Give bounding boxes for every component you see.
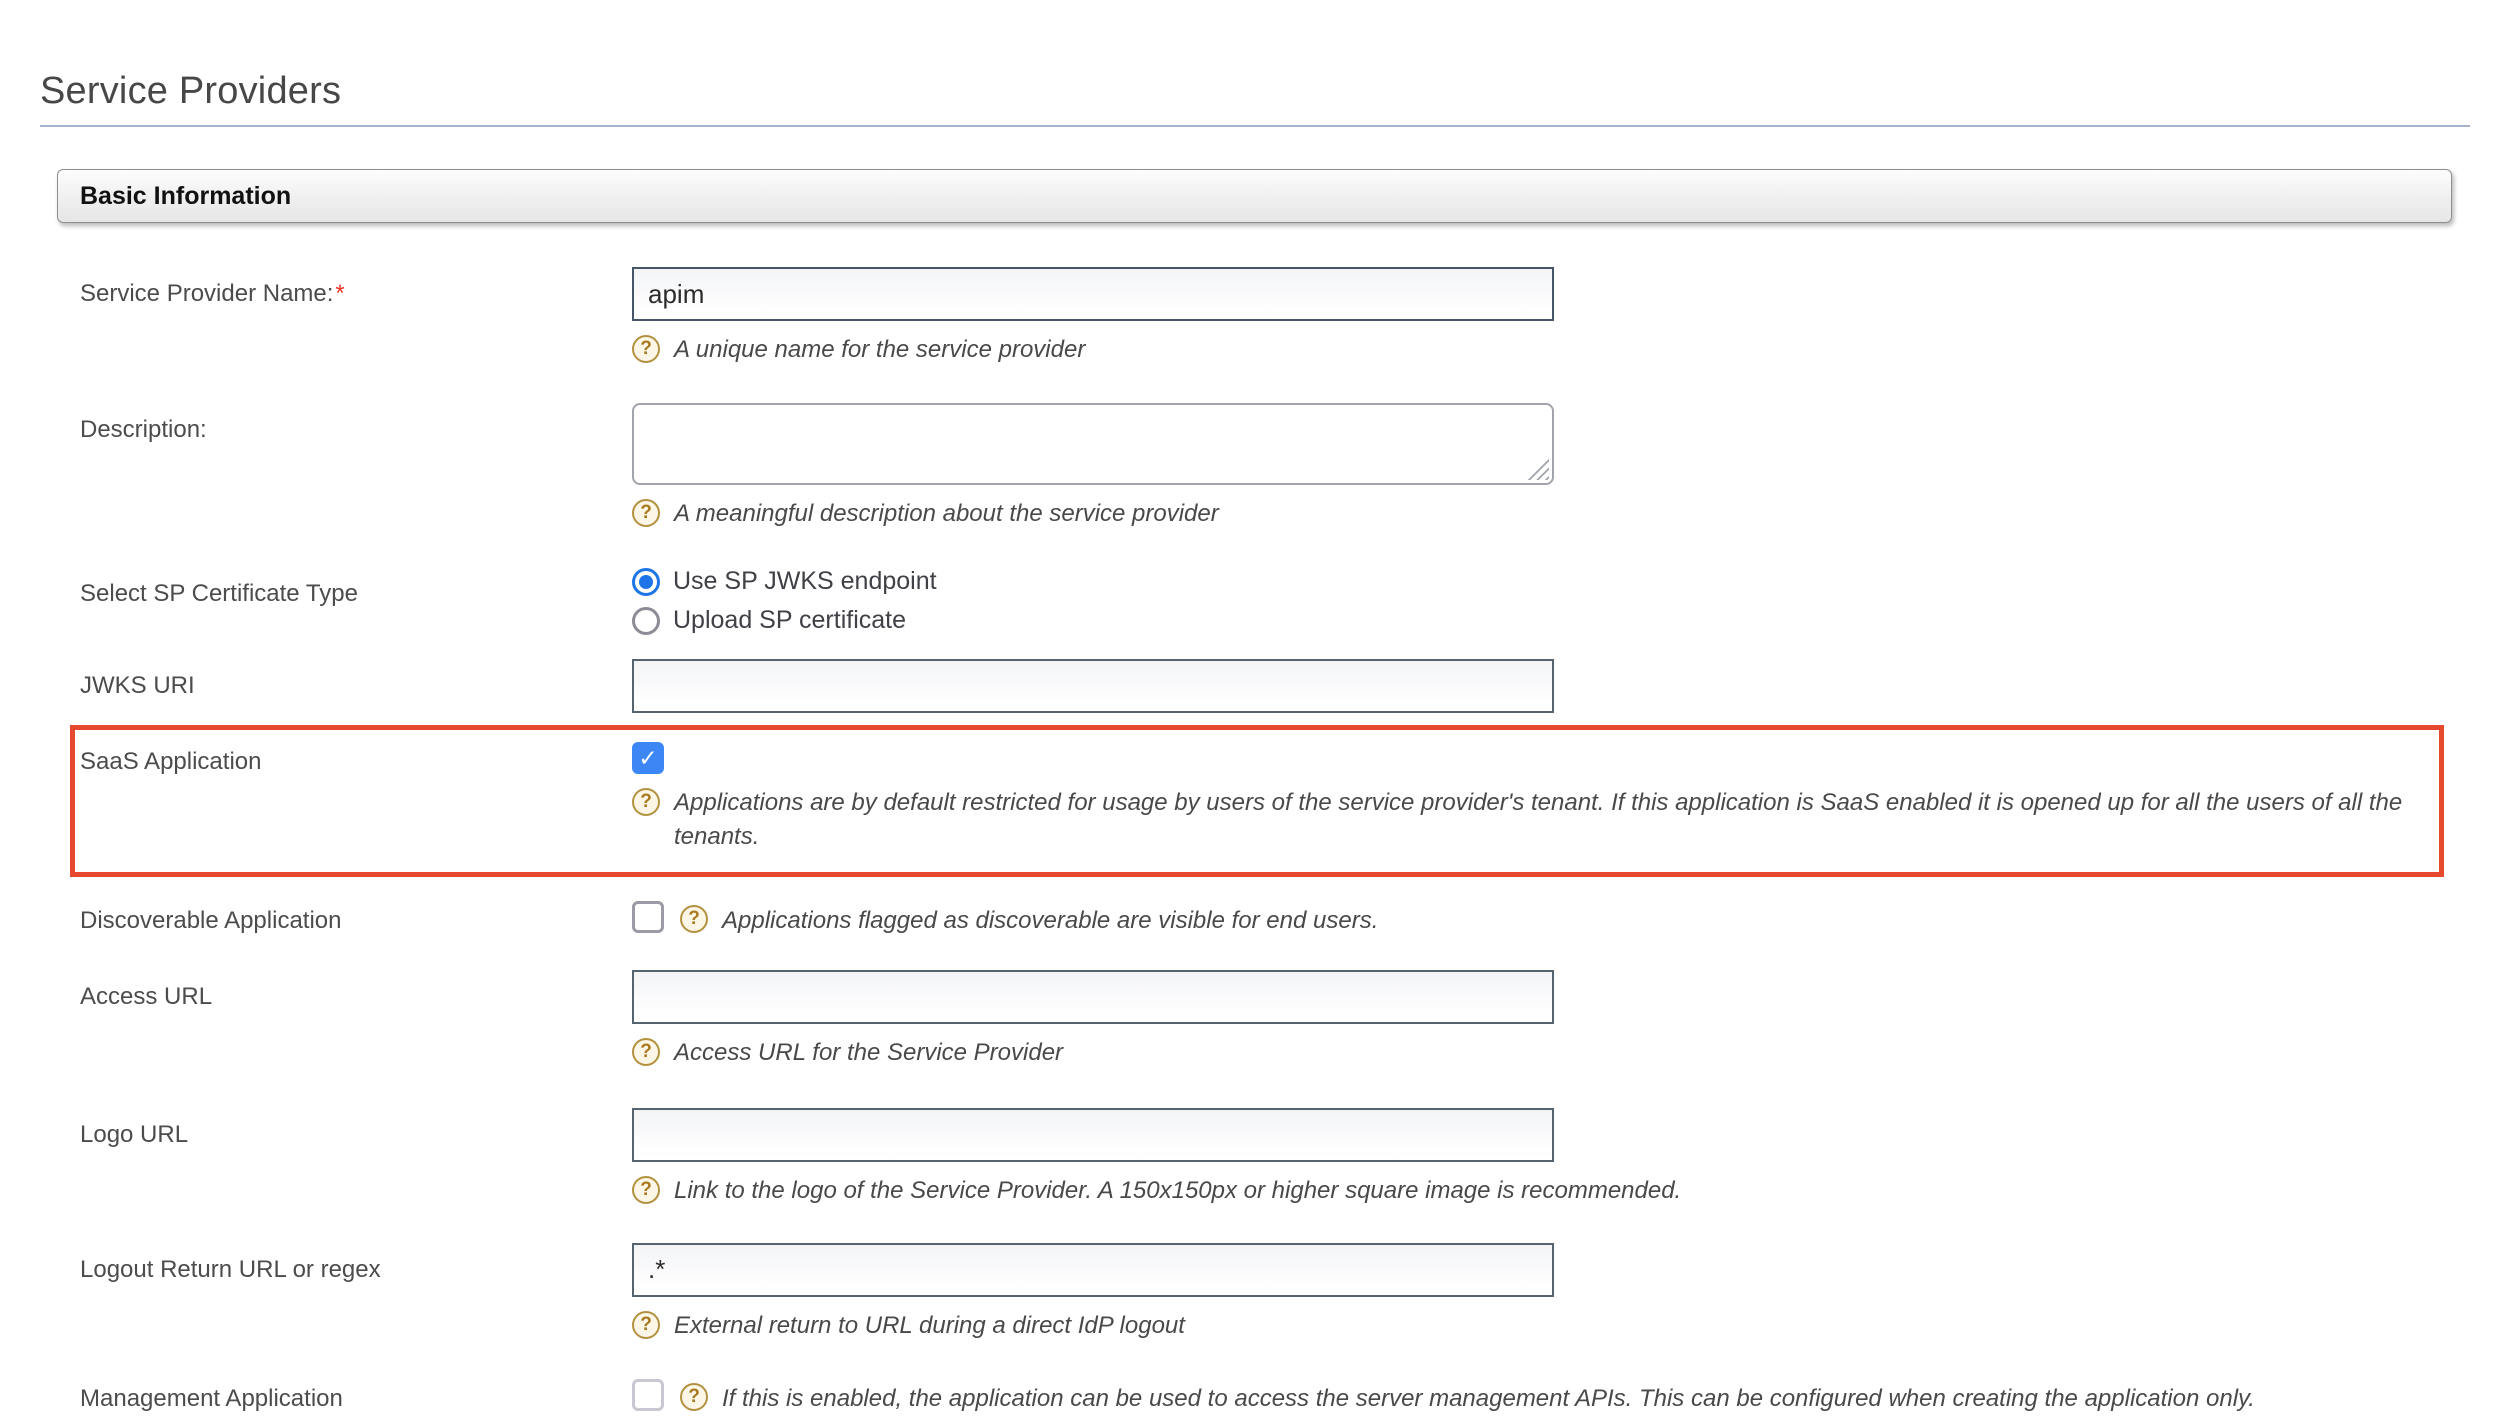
form-row-management-application (80, 1379, 2470, 1416)
form-row-jwks-uri (80, 659, 2470, 713)
help-line (632, 786, 2439, 854)
help-text: A meaningful description about the service provider (674, 500, 1219, 528)
help-question-icon[interactable]: ? (680, 1383, 708, 1411)
page-title: Service Providers (40, 70, 2470, 127)
discoverable-application-label: Discoverable Application (80, 907, 342, 935)
management-application-label: Management Application (80, 1384, 343, 1412)
form-row-saas-application (80, 742, 2439, 854)
saas-application-label: SaaS Application (80, 748, 262, 776)
basic-information-form (80, 267, 2470, 1416)
section-header-basic-information (57, 169, 2452, 223)
help-line (632, 497, 2470, 531)
logo-url-field (632, 1108, 2470, 1208)
saas-application-highlight-box (70, 725, 2444, 877)
checkmark-icon: ✓ (638, 744, 658, 771)
form-row-service-provider-name (80, 267, 2470, 367)
help-question-icon[interactable]: ? (632, 335, 660, 363)
help-question-icon[interactable]: ? (632, 1311, 660, 1339)
help-text: Access URL for the Service Provider (674, 1039, 1064, 1067)
help-text: Link to the logo of the Service Provider. A 150x150px or higher square image is recommended. (674, 1177, 1682, 1205)
radio-option-upload-sp-certificate[interactable] (632, 606, 2470, 635)
jwks-uri-field (632, 659, 2470, 713)
form-row-discoverable-application (80, 901, 2470, 938)
radio-option-label: Use SP JWKS endpoint (673, 567, 937, 596)
logout-return-url-label: Logout Return URL or regex (80, 1255, 381, 1283)
radio-option-use-sp-jwks-endpoint[interactable] (632, 567, 2470, 596)
form-row-access-url (80, 970, 2470, 1070)
help-text: A unique name for the service provider (674, 336, 1086, 363)
discoverable-application-checkbox[interactable] (632, 901, 664, 933)
discoverable-application-field (632, 901, 2470, 938)
section-title: Basic Information (80, 181, 292, 210)
jwks-uri-label: JWKS URI (80, 672, 195, 700)
help-line (632, 1309, 2470, 1343)
access-url-input[interactable] (632, 970, 1554, 1024)
service-providers-page (0, 70, 2506, 1416)
description-field (632, 403, 2470, 531)
help-line (632, 333, 2470, 367)
saas-application-field (632, 742, 2439, 854)
help-text: Applications are by default restricted for usage by users of the service provider's tenant. If this application is SaaS enabled it is opened up for all the users of all the tenants. (674, 789, 2403, 851)
description-label: Description: (80, 416, 207, 444)
radio-unselected-icon[interactable] (632, 607, 660, 635)
certificate-type-field (632, 567, 2470, 645)
help-question-icon[interactable]: ? (632, 1176, 660, 1204)
help-question-icon[interactable]: ? (632, 788, 660, 816)
service-provider-name-field (632, 267, 2470, 367)
help-text: Applications flagged as discoverable are visible for end users. (722, 907, 1379, 935)
logo-url-input[interactable] (632, 1108, 1554, 1162)
form-row-logout-return-url (80, 1243, 2470, 1343)
help-question-icon[interactable]: ? (632, 1038, 660, 1066)
saas-application-checkbox[interactable] (632, 742, 664, 774)
management-application-field (632, 1379, 2470, 1416)
description-textarea[interactable] (632, 403, 1554, 485)
description-textarea-wrap (632, 403, 1554, 485)
help-question-icon[interactable]: ? (632, 499, 660, 527)
required-asterisk: * (335, 280, 345, 307)
radio-selected-icon[interactable] (632, 568, 660, 596)
service-provider-name-label (80, 267, 632, 309)
help-question-icon[interactable]: ? (680, 905, 708, 933)
access-url-label: Access URL (80, 983, 213, 1011)
management-application-checkbox (632, 1379, 664, 1411)
help-line (632, 1174, 2470, 1208)
help-text: If this is enabled, the application can be used to access the server management APIs. This can be configured when creating the application only. (722, 1384, 2255, 1412)
help-text: External return to URL during a direct IdP logout (674, 1311, 1185, 1339)
form-row-logo-url (80, 1108, 2470, 1208)
field-label-text: Service Provider Name: (80, 280, 334, 307)
form-row-certificate-type (80, 567, 2470, 645)
jwks-uri-input[interactable] (632, 659, 1554, 713)
access-url-field (632, 970, 2470, 1070)
certificate-type-label: Select SP Certificate Type (80, 580, 358, 608)
help-line (632, 1036, 2470, 1070)
service-provider-name-input[interactable] (632, 267, 1554, 321)
logo-url-label: Logo URL (80, 1121, 189, 1149)
form-row-description (80, 403, 2470, 531)
logout-return-url-input[interactable] (632, 1243, 1554, 1297)
radio-option-label: Upload SP certificate (673, 606, 906, 635)
logout-return-url-field (632, 1243, 2470, 1343)
